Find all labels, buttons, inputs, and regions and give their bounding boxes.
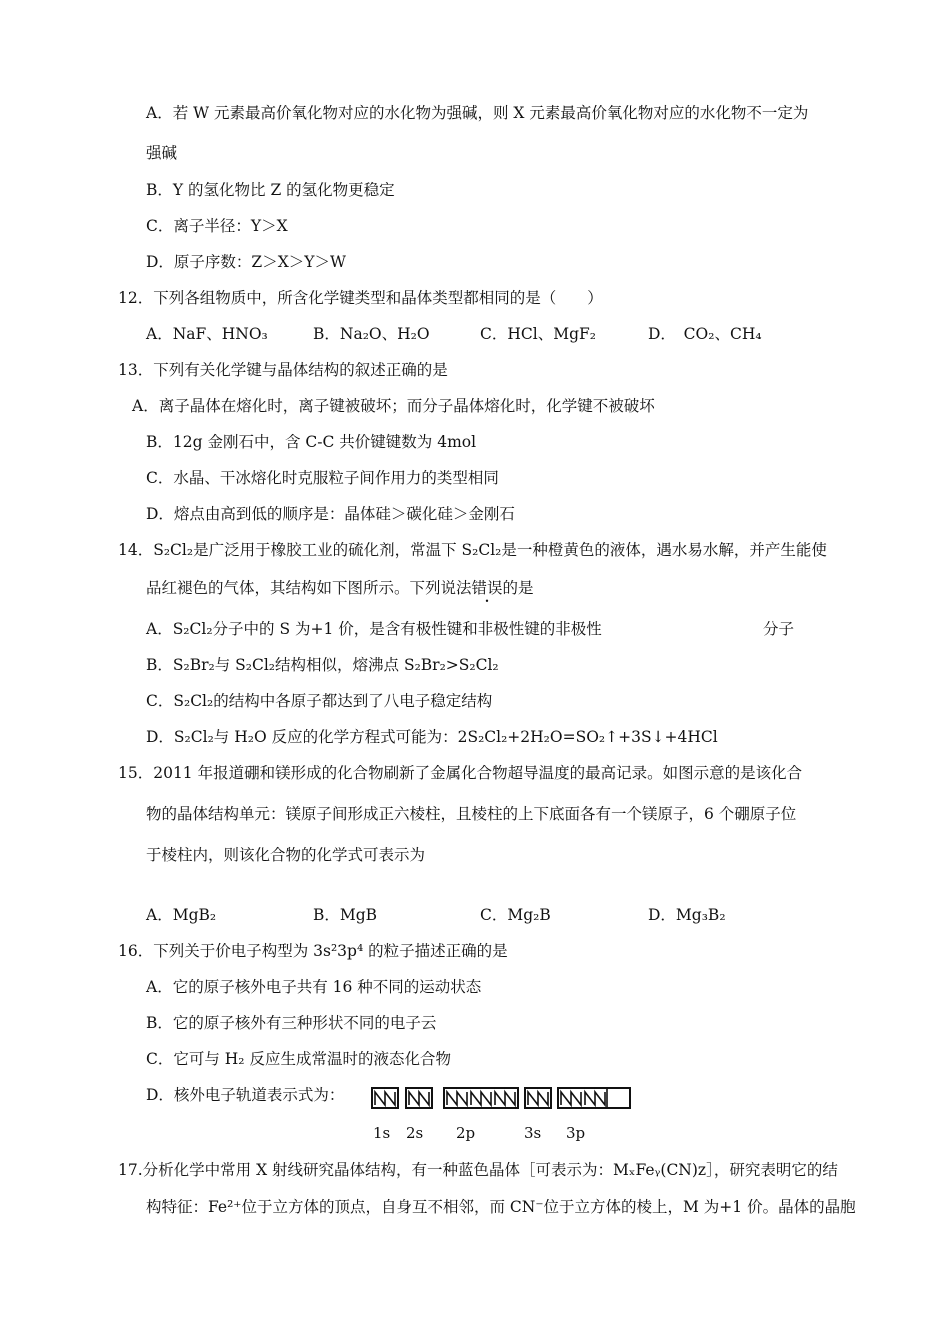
orbital-2s-box <box>405 1087 433 1109</box>
q11-option-d: D．原子序数：Z＞X＞Y＞W <box>146 253 346 271</box>
q14-option-a-tail: 分子 <box>763 620 795 638</box>
q12-option-a: A．NaF、HNO₃ <box>146 325 268 343</box>
q11-option-a-line2: 强碱 <box>146 144 178 162</box>
q15-option-b: B．MgB <box>313 906 378 924</box>
orbital-label-3p: 3p <box>566 1124 586 1142</box>
q17-stem-line1: 17.分析化学中常用 X 射线研究晶体结构，有一种蓝色晶体［可表示为：MₓFeᵧ(CN)z］，研究表明它的结 <box>118 1161 838 1179</box>
q15-stem-line1: 15．2011 年报道硼和镁形成的化合物刷新了金属化合物超导温度的最高记录。如图示意的是该化合 <box>118 764 803 782</box>
q13-stem: 13．下列有关化学键与晶体结构的叙述正确的是 <box>118 361 448 379</box>
q11-option-c: C．离子半径：Y＞X <box>146 217 288 235</box>
q16-option-d: D．核外电子轨道表示式为： <box>146 1086 345 1104</box>
q17-stem-line2: 构特征：Fe²⁺位于立方体的顶点，自身互不相邻，而 CN⁻位于立方体的棱上，M 为+1 价。晶体的晶胞 <box>146 1198 856 1216</box>
q15-stem-line2: 物的晶体结构单元：镁原子间形成正六棱柱，且棱柱的上下底面各有一个镁原子，6 个硼原子位 <box>146 805 797 823</box>
q15-option-c: C．Mg₂B <box>480 906 551 924</box>
orbital-2p-box <box>443 1087 519 1109</box>
q15-stem-line3: 于棱柱内，则该化合物的化学式可表示为 <box>146 846 426 864</box>
q14-option-c: C．S₂Cl₂的结构中各原子都达到了八电子稳定结构 <box>146 692 493 710</box>
q13-option-a: A．离子晶体在熔化时，离子键被破坏；而分子晶体熔化时，化学键不被破坏 <box>132 397 655 415</box>
orbital-label-2p: 2p <box>456 1124 476 1142</box>
q14-option-a: A．S₂Cl₂分子中的 S 为+1 价，是含有极性键和非极性键的非极性 <box>146 620 602 638</box>
q16-option-c: C．它可与 H₂ 反应生成常温时的液态化合物 <box>146 1050 451 1068</box>
orbital-3p-box <box>557 1087 631 1109</box>
q12-option-b: B．Na₂O、H₂O <box>313 325 430 343</box>
q13-option-b: B．12g 金刚石中，含 C-C 共价键键数为 4mol <box>146 433 477 451</box>
q12-stem: 12．下列各组物质中，所含化学键类型和晶体类型都相同的是（ ） <box>118 289 603 307</box>
q16-option-b: B．它的原子核外有三种形状不同的电子云 <box>146 1014 437 1032</box>
q13-option-c: C．水晶、干冰熔化时克服粒子间作用力的类型相同 <box>146 469 499 487</box>
q11-option-b: B．Y 的氢化物比 Z 的氢化物更稳定 <box>146 181 395 199</box>
q11-option-a-line1: A．若 W 元素最高价氧化物对应的水化物为强碱，则 X 元素最高价氧化物对应的水化物不一定为 <box>146 104 809 122</box>
q15-option-a: A．MgB₂ <box>146 906 217 924</box>
q14-stem-line2-text: 品红褪色的气体，其结构如下图所示。下列说法 <box>146 579 472 597</box>
q12-option-c: C．HCl、MgF₂ <box>480 325 596 343</box>
q14-stem-line2-tail: 的是 <box>502 579 534 597</box>
q14-stem-line2 <box>146 578 534 598</box>
q14-emphasis-word: 错误 <box>471 579 503 597</box>
orbital-label-2s: 2s <box>406 1124 424 1142</box>
q12-option-d: D． CO₂、CH₄ <box>648 325 762 343</box>
q14-option-b: B．S₂Br₂与 S₂Cl₂结构相似，熔沸点 S₂Br₂>S₂Cl₂ <box>146 656 499 674</box>
q13-option-d: D．熔点由高到低的顺序是：晶体硅＞碳化硅＞金刚石 <box>146 505 515 523</box>
q16-option-a: A．它的原子核外电子共有 16 种不同的运动状态 <box>146 978 482 996</box>
orbital-3s-box <box>524 1087 552 1109</box>
q15-option-d: D．Mg₃B₂ <box>648 906 726 924</box>
orbital-1s-box <box>371 1087 399 1109</box>
orbital-label-3s: 3s <box>524 1124 542 1142</box>
q14-stem-line1: 14．S₂Cl₂是广泛用于橡胶工业的硫化剂，常温下 S₂Cl₂是一种橙黄色的液体，遇水易水解，并产生能使 <box>118 541 827 559</box>
orbital-label-1s: 1s <box>373 1124 391 1142</box>
q16-stem: 16．下列关于价电子构型为 3s²3p⁴ 的粒子描述正确的是 <box>118 942 508 960</box>
q14-option-d: D．S₂Cl₂与 H₂O 反应的化学方程式可能为：2S₂Cl₂+2H₂O=SO₂↑+3S↓+4HCl <box>146 728 718 746</box>
